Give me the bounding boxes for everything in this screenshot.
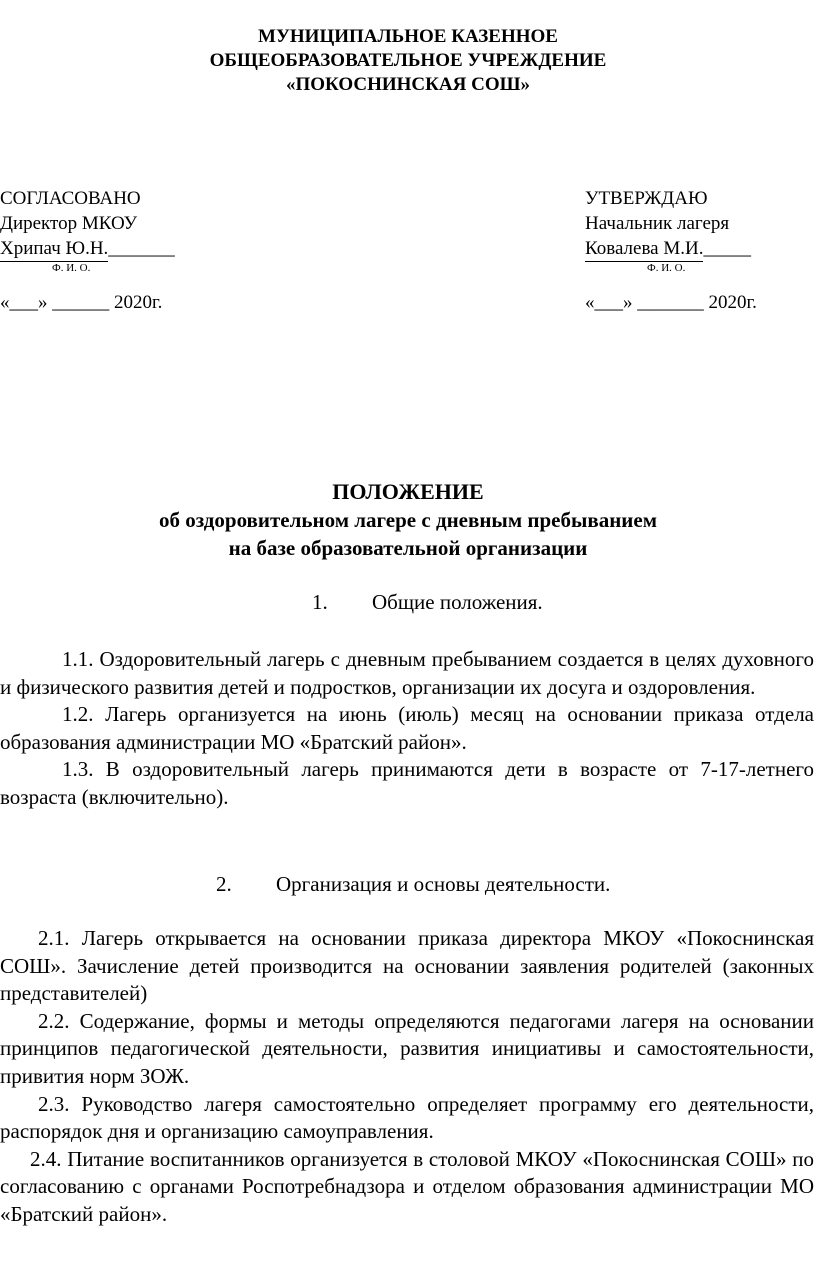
agreed-title: СОГЛАСОВАНО — [0, 188, 141, 209]
paragraph-2-4: 2.4. Питание воспитанников организуется в столовой МКОУ «Покоснинская СОШ» по согласованию с органами Роспотребнадзора и отделом образования администрации МО «Братский район». — [0, 1146, 814, 1226]
agreed-name-blank: _______ — [108, 238, 175, 259]
approval-agreed-block — [0, 186, 175, 315]
agreed-position: Директор МКОУ — [0, 213, 138, 234]
paragraph-1-3: 1.3. В оздоровительный лагерь принимаются дети в возрасте от 7-17-летнего возраста (включительно). — [0, 757, 814, 809]
approved-position: Начальник лагеря — [585, 213, 730, 234]
agreed-name: Хрипач Ю.Н. — [0, 236, 108, 262]
section-1-number: 1. — [312, 590, 328, 614]
agreed-fio-caption: Ф. И. О. — [52, 262, 91, 274]
approved-fio-caption: Ф. И. О. — [647, 262, 686, 274]
approved-date: «___» _______ 2020г. — [585, 292, 757, 313]
approved-signature-line — [585, 236, 757, 262]
section-2-body — [0, 925, 814, 1229]
section-1-body — [0, 646, 814, 812]
paragraph-2-3: 2.3. Руководство лагеря самостоятельно определяет программу его деятельности, распорядок дня и организацию самоуправления. — [0, 1091, 814, 1144]
title-subtitle-2: на базе образовательной организации — [228, 536, 588, 560]
paragraph-1-2: 1.2. Лагерь организуется на июнь (июль) месяц на основании приказа отдела образования администрации МО «Братский район». — [0, 702, 814, 754]
title-subtitle-1: об оздоровительном лагере с дневным пребыванием — [158, 508, 658, 532]
paragraph-2-2: 2.2. Содержание, формы и методы определяются педагогами лагеря на основании принципов педагогической деятельности, развития инициативы и самостоятельности, привития норм ЗОЖ. — [0, 1008, 814, 1088]
section-1-title: Общие положения. — [372, 590, 543, 614]
header-line-3: «ПОКОСНИНСКАЯ СОШ» — [286, 74, 530, 95]
header-line-2: ОБЩЕОБРАЗОВАТЕЛЬНОЕ УЧРЕЖДЕНИЕ — [209, 50, 607, 71]
paragraph-1-1: 1.1. Оздоровительный лагерь с дневным пребыванием создается в целях духовного и физического развития детей и подростков, организации их досуга и оздоровления. — [0, 647, 814, 699]
approved-title: УТВЕРЖДАЮ — [585, 188, 708, 209]
header-line-1: МУНИЦИПАЛЬНОЕ КАЗЕННОЕ — [258, 26, 558, 47]
document-title — [0, 478, 816, 562]
approved-name: Ковалева М.И. — [585, 236, 703, 262]
section-2-title: Организация и основы деятельности. — [276, 872, 611, 896]
title-main: ПОЛОЖЕНИЕ — [332, 479, 484, 504]
paragraph-2-1: 2.1. Лагерь открывается на основании приказа директора МКОУ «Покоснинская СОШ». Зачисление детей производится на основании заявления родителей (законных представителей) — [0, 926, 814, 1006]
approved-name-blank: _____ — [703, 238, 751, 259]
section-2-number: 2. — [216, 872, 232, 896]
institution-header — [0, 25, 816, 97]
agreed-signature-line — [0, 236, 175, 262]
approval-approved-block — [585, 186, 757, 315]
agreed-date: «___» ______ 2020г. — [0, 292, 163, 313]
